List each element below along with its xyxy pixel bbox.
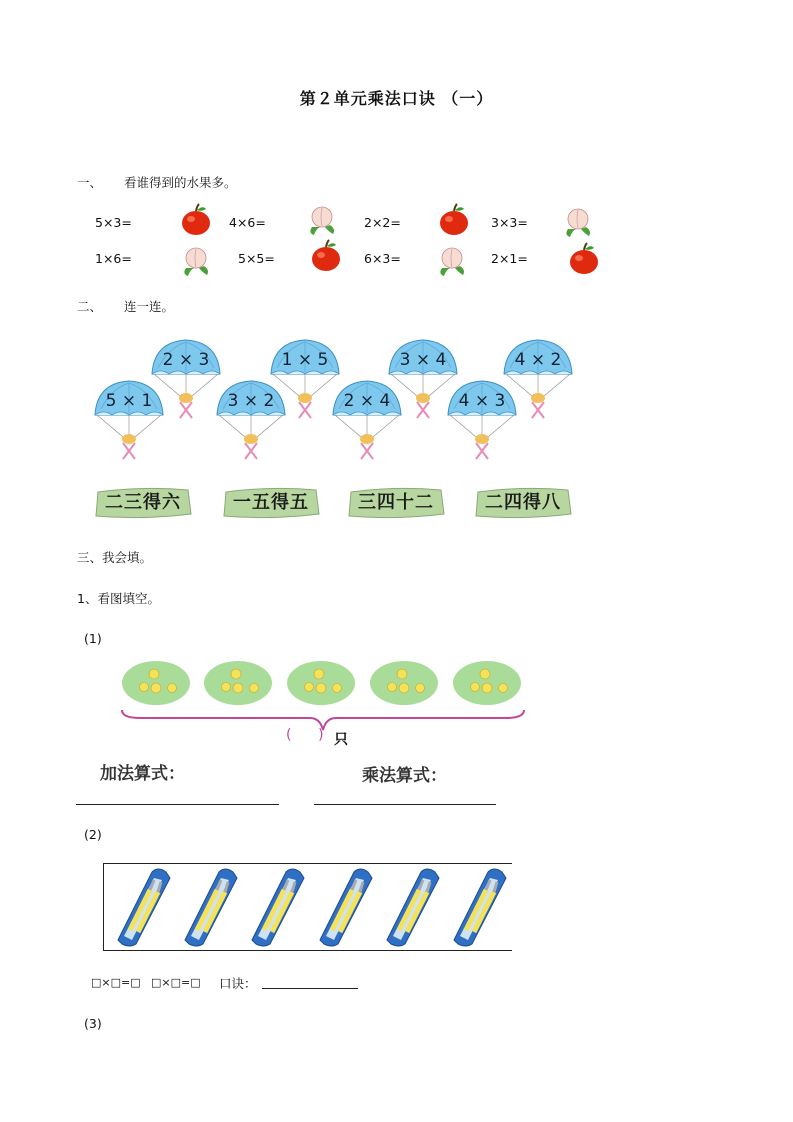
pencil-case (375, 868, 443, 948)
peach-icon (562, 205, 596, 239)
koujue-tile[interactable] (222, 486, 320, 520)
chick-plate (287, 661, 355, 705)
multiplication-answer-line[interactable] (314, 804, 496, 805)
equation: 4×6= (229, 215, 266, 230)
apple-icon (438, 203, 472, 237)
apple-icon (180, 203, 214, 237)
parachute-label: 1 × 5 (281, 350, 329, 370)
section1-text: 看谁得到的水果多。 (124, 175, 237, 190)
unit-label: 只 (334, 732, 348, 748)
pencil-case (106, 868, 174, 948)
tile-label: 二四得八 (485, 492, 561, 513)
pencil-case (173, 868, 241, 948)
apple-icon (568, 242, 602, 276)
parachute-label: 3 × 4 (399, 350, 447, 370)
section2-label: 二、 (77, 299, 103, 314)
peach-icon (180, 244, 214, 278)
box-equation[interactable]: □×□=□ (91, 976, 141, 989)
multiplication-label: 乘法算式： (362, 766, 447, 786)
chick-plate (204, 661, 272, 705)
pencil-case (308, 868, 376, 948)
peach-icon (436, 244, 470, 278)
addition-answer-line[interactable] (76, 804, 279, 805)
section3-heading: 三、我会填。 (77, 550, 153, 565)
parachute[interactable] (329, 379, 405, 461)
problem-number: (3) (84, 1016, 102, 1031)
equation: 1×6= (95, 251, 132, 266)
parachute-label: 4 × 2 (514, 350, 562, 370)
apple-icon (310, 239, 344, 273)
parachute-label: 3 × 2 (227, 391, 275, 411)
box-equation[interactable]: □×□=□ (151, 976, 201, 989)
equation: 6×3= (364, 251, 401, 266)
tile-label: 一五得五 (233, 492, 309, 513)
equation: 2×1= (491, 251, 528, 266)
parachute-label: 5 × 1 (105, 391, 153, 411)
parachute[interactable] (213, 379, 289, 461)
problem-number: (2) (84, 827, 102, 842)
koujue-answer-line[interactable] (262, 988, 358, 989)
tile-label: 三四十二 (358, 492, 434, 513)
page-title: 第２单元乘法口诀 （一） (299, 89, 494, 108)
equation: 3×3= (491, 215, 528, 230)
parachute-label: 2 × 4 (343, 391, 391, 411)
parachute-label: 2 × 3 (162, 350, 210, 370)
tile-label: 二三得六 (105, 492, 181, 513)
chick-plate (122, 661, 190, 705)
koujue-label: 口诀： (219, 976, 257, 991)
section2-text: 连一连。 (124, 299, 175, 314)
equation: 5×3= (95, 215, 132, 230)
equation: 5×5= (238, 251, 275, 266)
answer-blank[interactable]: ( ) (286, 727, 324, 743)
subsection-label: 1、看图填空。 (77, 591, 160, 606)
koujue-tile[interactable] (474, 486, 572, 520)
chick-plate (453, 661, 521, 705)
pencil-case (442, 868, 510, 948)
koujue-tile[interactable] (94, 486, 192, 520)
parachute-label: 4 × 3 (458, 391, 506, 411)
pencil-case (240, 868, 308, 948)
section1-label: 一、 (77, 175, 103, 190)
peach-icon (306, 203, 340, 237)
parachute[interactable] (444, 379, 520, 461)
problem-number: (1) (84, 631, 102, 646)
addition-label: 加法算式： (100, 764, 185, 784)
chick-plate (370, 661, 438, 705)
parachute[interactable] (91, 379, 167, 461)
koujue-tile[interactable] (347, 486, 445, 520)
equation: 2×2= (364, 215, 401, 230)
